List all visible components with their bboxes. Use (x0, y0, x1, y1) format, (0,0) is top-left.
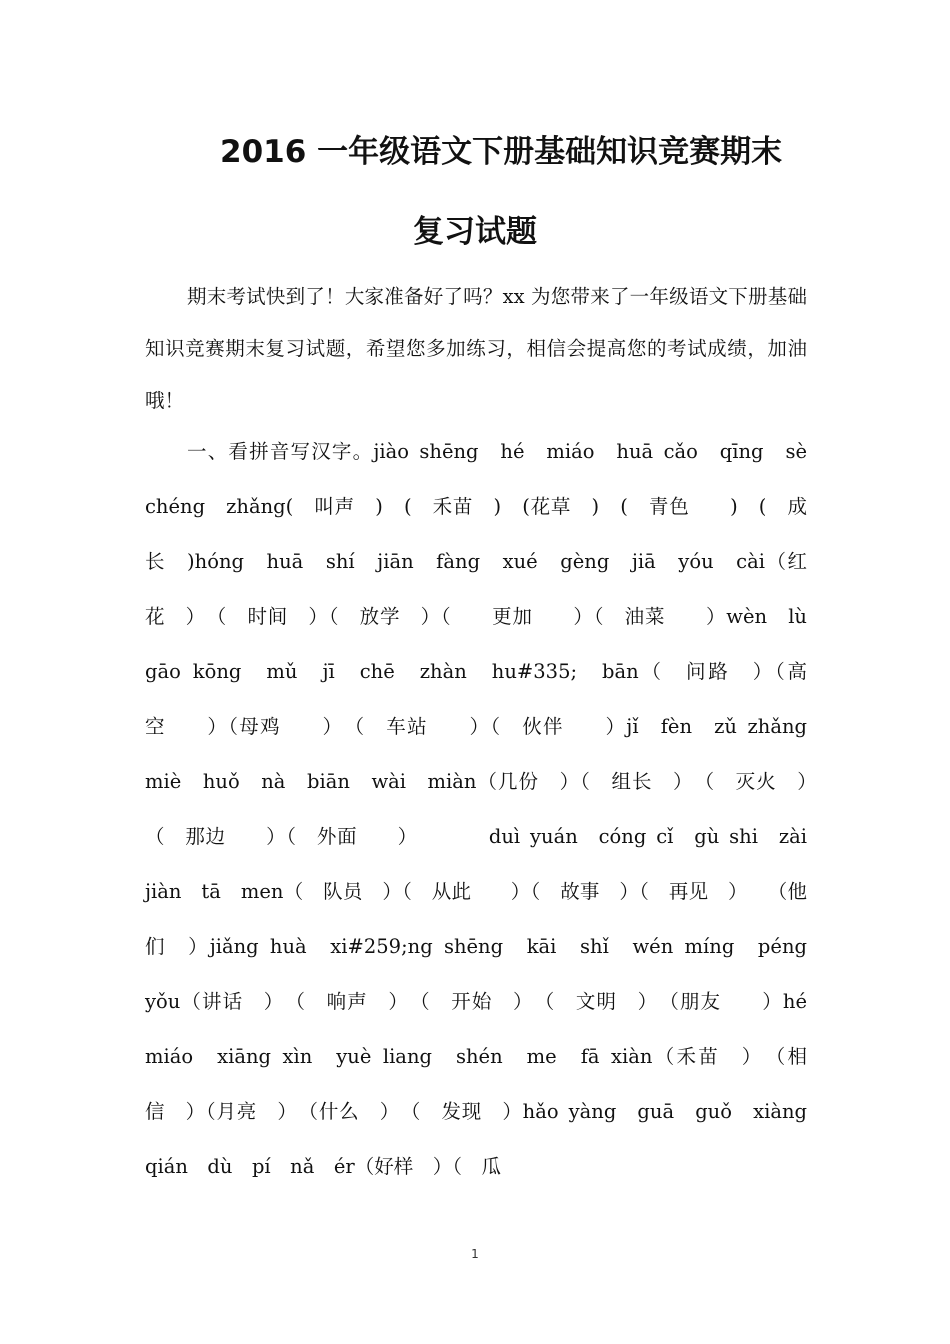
intro-paragraph: 期末考试快到了！大家准备好了吗？xx 为您带来了一年级语文下册基础知识竞赛期末复习试题，希望您多加练习，相信会提高您的考试成绩，加油哦！ (145, 285, 807, 412)
section-pinyin-exercise: 一、看拼音写汉字。jiào shēng hé miáo huā cǎo qīng sè chéng zhǎng( 叫声 ) ( 禾苗 ) (花草 ) ( 青色 ) ( 成长 )hóng huā shí jiān fàng xué gèng jiā yóu cài（红花 ） （ 时间 ）（ 放学 ）（ 更加 ）（ 油菜 ）wèn lù gāo kōng mǔ jī chē zhàn hu#335; bān（ 问路 ）（高空 ）（母鸡 ） （ 车站 ）（ 伙伴 ）jǐ fèn zǔ zhǎng miè huǒ nà biān wài miàn（几份 ）（ 组长 ） （ 灭火 ） （ 那边 ）（ 外面 ） duì yuán cóng cǐ gù shi zài jiàn tā men（ 队员 ）（ 从此 ）（ 故事 ）（ 再见 ） （他们 ）jiǎng huà xi#259;ng shēng kāi shǐ wén míng péng yǒu（讲话 ） （ 响声 ） （ 开始 ） （ 文明 ） （朋友 ）hé miáo xiāng xìn yuè liang shén me fā xiàn（禾苗 ） （相信 ）（月亮 ） （什么 ） （ 发现 ）hǎo yàng guā guǒ xiàng qián dù pí nǎ ér（好样 ）（ 瓜 (145, 440, 827, 1178)
page-number: 1 (471, 1247, 479, 1261)
document-title-line-2: 复习试题 (413, 214, 537, 250)
document-title-line-1: 2016 一年级语文下册基础知识竞赛期末 (220, 134, 783, 170)
